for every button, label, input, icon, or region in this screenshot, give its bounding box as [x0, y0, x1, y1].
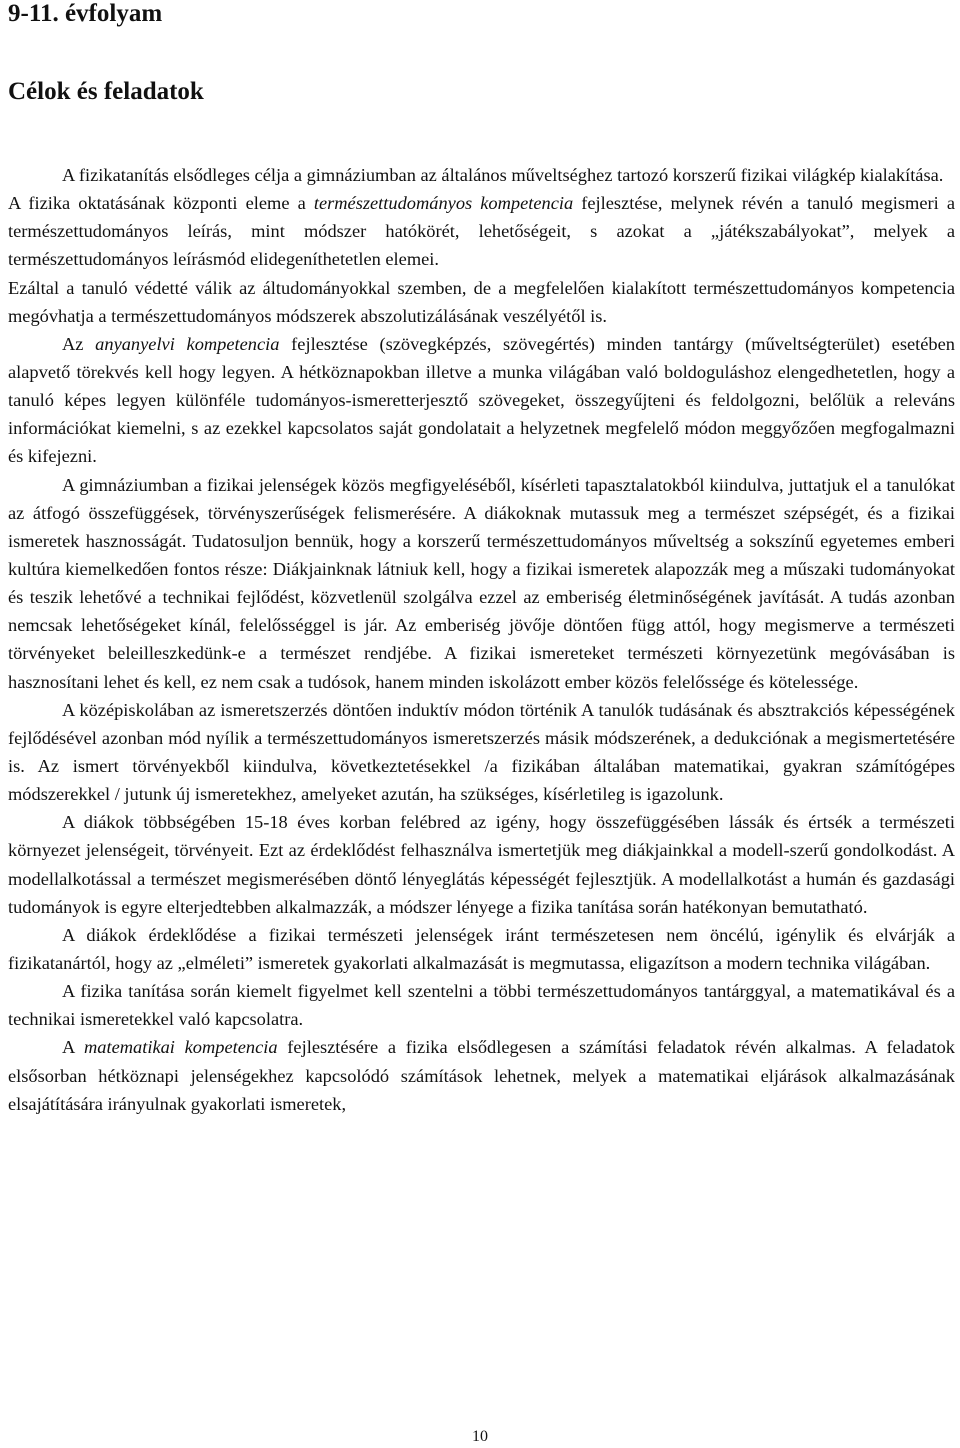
paragraph-9: A fizika tanítása során kiemelt figyelmet kell szentelni a többi természettudományos tantárggyal, a matematikával és a technikai ismeretekkel való kapcsolatra.: [8, 981, 955, 1030]
body-text: [8, 161, 955, 1118]
paragraph-4-text-b: fejlesztése (szövegképzés, szövegértés) minden tantárgy (műveltségterület) esetében alapvető törekvés kell hogy legyen. A hétköznapokban illetve a munka világában való boldoguláshoz elengedhetetlen, hogy a tanuló képes legyen különféle tudományos-ismeretterjesztő szövegeket, összegyűjteni és feldolgozni, belőlük a releváns információkat kiemelni, s az ezekkel kapcsolatos saját gondolatait a helyzetnek megfelelő módon meggyőzően megfogalmazni és kifejezni.: [8, 333, 955, 467]
paragraph-4-text-a: Az: [62, 333, 96, 354]
paragraph-1: A fizikatanítás elsődleges célja a gimnáziumban az általános műveltséghez tartozó korszerű fizikai világkép kialakítása.: [62, 165, 944, 185]
paragraph-8: A diákok érdeklődése a fizikai természeti jelenségek iránt természetesen nem öncélú, igénylik és elvárják a fizikatanártól, hogy az „elméleti” ismeretek gyakorlati alkalmazását is megmutassa, eligazítson a modern technika világában.: [8, 924, 955, 973]
paragraph-2-emphasis: természettudományos kompetencia: [313, 193, 574, 214]
paragraph-2-text-b: fejlesztése, melynek révén a tanuló megismeri a természettudományos leírás, mint módszer hatókörét, lehetőségeit, s azokat a „játékszabályokat”, melyek a természettudományos leírásmód elidegeníthetetlen elemei.: [8, 193, 955, 270]
paragraph-10-text-a: A: [62, 1037, 84, 1058]
paragraph-3: Ezáltal a tanuló védetté válik az áltudományokkal szemben, de a megfelelően kialakított természettudományos kompetencia megóvhatja a természettudományos módszerek abszolutizálásának veszélyétől is.: [8, 277, 955, 326]
paragraph-6: A középiskolában az ismeretszerzés döntően induktív módon történik A tanulók tudásának és absztrakciós képességének fejlődésével azonban mód nyílik a természettudományos ismeretszerzés másik módszerének, a dedukciónak a megismertetésére is. Az ismert törvényekből kiindulva, következtetésekkel /a fizikában általában matematikai, gyakran számítógépes módszerekkel / jutunk új ismeretekhez, amelyeket azután, ha szükséges, kísérletileg is igazolunk.: [8, 699, 955, 805]
paragraph-4-emphasis: anyanyelvi kompetencia: [95, 333, 280, 354]
paragraph-5: A gimnáziumban a fizikai jelenségek közös megfigyeléséből, kísérleti tapasztalatokból kiindulva, juttatjuk el a tanulókat az átfogó összefüggések, törvényszerűségek felismerésére. A diákoknak mutassuk meg a természet szépségét, és a fizikai ismeretek hasznosságát. Tudatosuljon bennük, hogy a korszerű természettudományos műveltség a sokszínű egyetemes emberi kultúra kiemelkedően fontos része: Diákjainknak látniuk kell, hogy a fizikai ismeretek alapozzák meg a műszaki tudományokat és teszik lehetővé a technikai fejlődést, közvetlenül szolgálva ezzel az emberiség életminőségének javítását. A tudás azonban nemcsak lehetőségeket kínál, felelősséggel is jár. Az emberiség jövője döntően függ attól, hogy megismerve a természeti törvényeket beleilleszkedünk-e a természet rendjébe. A fizikai ismereteket természeti környezetünk megóvásában is hasznosítani lehet és kell, ez nem csak a tudósok, hanem minden iskolázott ember közös felelőssége és kötelessége.: [8, 474, 955, 692]
paragraph-10: [8, 1033, 955, 1117]
paragraph-4: [8, 330, 955, 471]
page-number: 10: [472, 1428, 488, 1445]
paragraph-10-emphasis: matematikai kompetencia: [84, 1037, 278, 1058]
page-title: 9-11. évfolyam: [8, 0, 163, 27]
paragraph-7: A diákok többségében 15-18 éves korban felébred az igény, hogy összefüggésében lássák és értsék a természeti környezet jelenségeit, törvényeit. Ezt az érdeklődést felhasználva ismertetjük meg diákjainkkal a modell-szerű gondolkodást. A modellalkotással a természet megismerésében döntő lényeglátás képességét fejlesztjük. A modellalkotást a humán és gazdasági tudományok is egyre elterjedtebben alkalmazzák, a módszer lényege a fizika tanítása során hatékonyan bemutatható.: [8, 812, 955, 917]
section-heading: Célok és feladatok: [8, 78, 204, 105]
paragraph-10-text-b: fejlesztésére a fizika elsődlegesen a számítási feladatok révén alkalmas. A feladatok elsősorban hétköznapi jelenségekhez kapcsolódó számítások lehetnek, melyek a matematikai eljárások alkalmazásának elsajátítására irányulnak gyakorlati ismeretek,: [8, 1037, 955, 1114]
paragraph-2: [8, 189, 955, 273]
paragraph-2-text-a: A fizika oktatásának központi eleme a: [8, 193, 314, 214]
